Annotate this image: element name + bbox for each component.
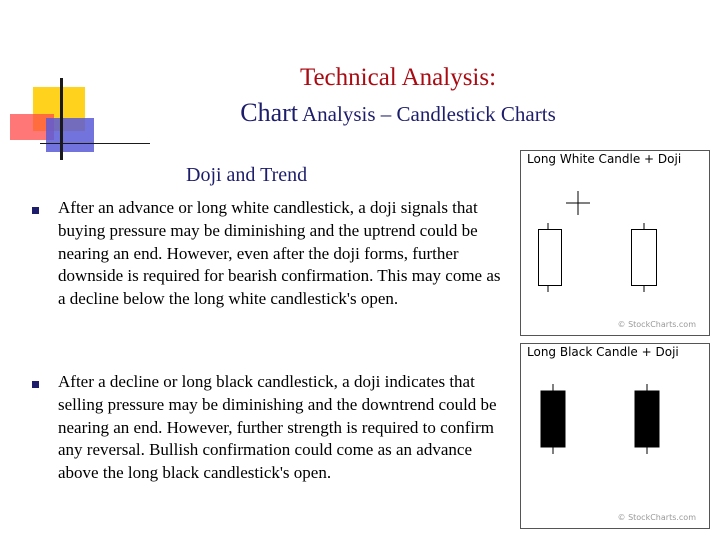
bullet-marker-1 <box>32 207 39 214</box>
slide-title: Technical Analysis: <box>299 64 497 91</box>
figure-title: Long White Candle + Doji <box>527 152 682 166</box>
black-candle-body <box>635 391 659 447</box>
figure-white-candle-doji <box>520 150 710 336</box>
bullet-marker-2 <box>32 381 39 388</box>
figure-title: Long Black Candle + Doji <box>527 345 679 359</box>
white-candle-body <box>632 230 657 286</box>
decor-horizontal-line <box>40 143 150 144</box>
subtitle-part2: Analysis – Candlestick Charts <box>302 102 556 126</box>
candlestick-illustration <box>521 151 709 335</box>
figure-black-candle-doji <box>520 343 710 529</box>
black-candle-body <box>541 391 565 447</box>
white-candle-body <box>539 230 562 286</box>
subtitle-part1: Chart <box>240 98 299 127</box>
bullet-text-2: After a decline or long black candlestick, a doji indicates that selling pressure may be diminishing and the downtrend could be nearing an end. However, further strength is required to confirm any reversal. Bullish confirmation could come as an advance above the long black candlestick's open. <box>58 372 497 483</box>
slide-subtitle <box>0 98 720 128</box>
watermark: © StockCharts.com <box>617 513 696 522</box>
candlestick-illustration <box>521 344 709 528</box>
bullet-text-1: After an advance or long white candlestick, a doji signals that buying pressure may be diminishing and the uptrend could be nearing an end. However, even after the doji forms, further downside is required for bearish confirmation. This may come as a decline below the long white candlestick's open. <box>58 198 501 309</box>
watermark: © StockCharts.com <box>617 320 696 329</box>
section-heading: Doji and Trend <box>186 164 308 186</box>
